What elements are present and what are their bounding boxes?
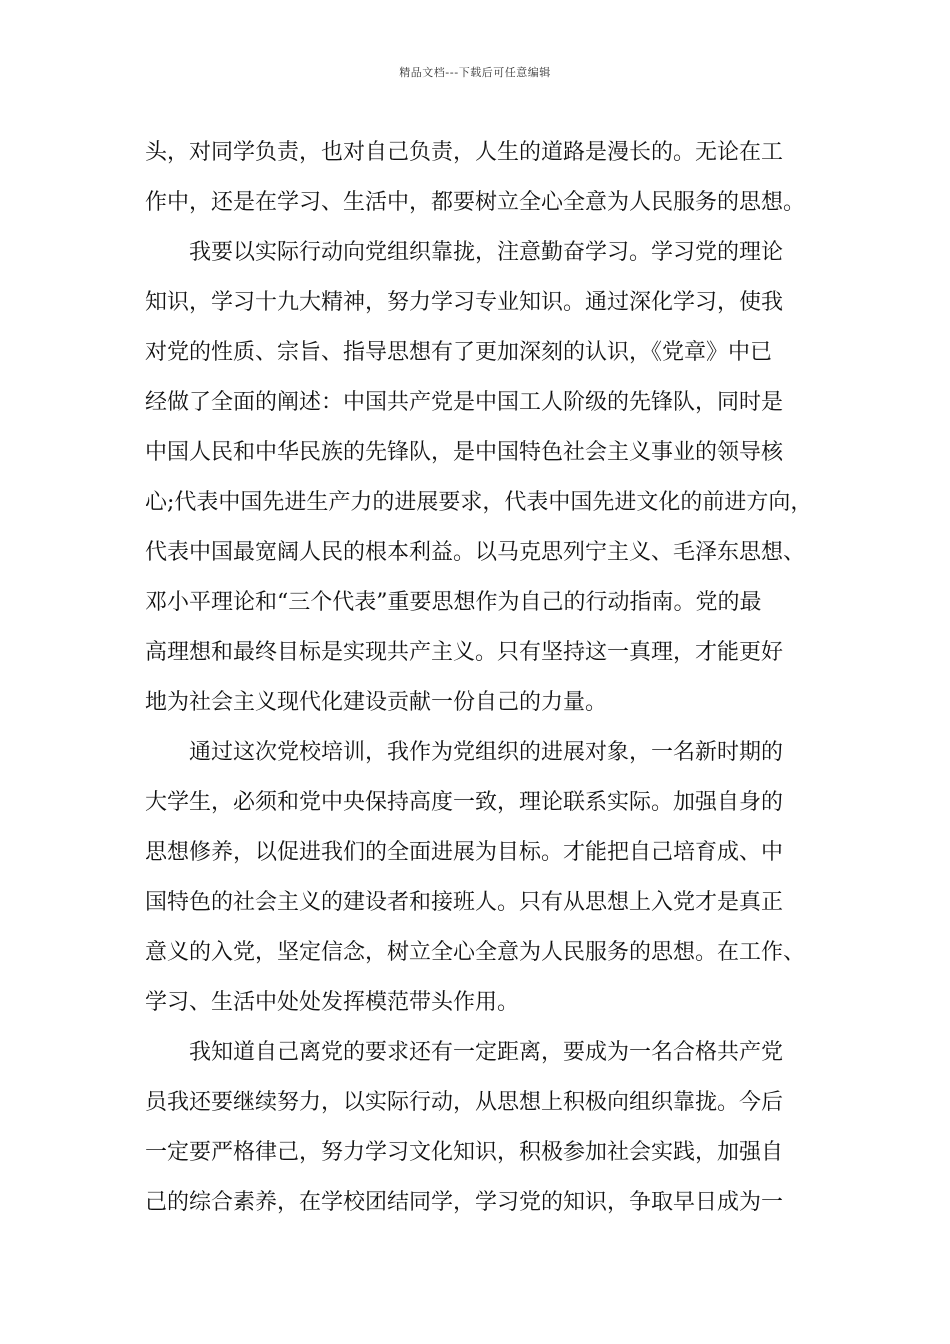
text-line: 作中，还是在学习、生活中，都要树立全心全意为人民服务的思想。 [145,190,806,215]
text-line: 高理想和最终目标是实现共产主义。只有坚持这一真理，才能更好 [145,640,784,665]
text-line: 思想修养，以促进我们的全面进展为目标。才能把自己培育成、中 [145,840,784,865]
text-line: 我知道自己离党的要求还有一定距离，要成为一名合格共产党 [145,1040,784,1065]
text-line: 代表中国最宽阔人民的根本利益。以马克思列宁主义、毛泽东思想、 [145,540,806,565]
text-line: 中国人民和中华民族的先锋队，是中国特色社会主义事业的领导核 [145,440,784,465]
text-line: 国特色的社会主义的建设者和接班人。只有从思想上入党才是真正 [145,890,784,915]
text-line: 对党的性质、宗旨、指导思想有了更加深刻的认识，《党章》中已 [145,340,773,365]
text-line: 员我还要继续努力，以实际行动，从思想上积极向组织靠拢。今后 [145,1090,784,1115]
text-line: 地为社会主义现代化建设贡献一份自己的力量。 [145,690,608,715]
text-line: 邓小平理论和“三个代表”重要思想作为自己的行动指南。党的最 [145,590,762,615]
text-line: 大学生，必须和党中央保持高度一致，理论联系实际。加强自身的 [145,790,784,815]
text-line: 我要以实际行动向党组织靠拢，注意勤奋学习。学习党的理论 [145,240,784,265]
text-line: 一定要严格律己，努力学习文化知识，积极参加社会实践，加强自 [145,1140,784,1165]
text-line: 知识，学习十九大精神，努力学习专业知识。通过深化学习，使我 [145,290,784,315]
document-body [145,128,845,1228]
text-line: 经做了全面的阐述：中国共产党是中国工人阶级的先锋队，同时是 [145,390,784,415]
text-line: 意义的入党，坚定信念，树立全心全意为人民服务的思想。在工作、 [145,940,806,965]
page-header: 精品文档---下载后可任意编辑 [399,66,551,79]
text-line: 头，对同学负责，也对自己负责，人生的道路是漫长的。无论在工 [145,140,784,165]
text-line: 己的综合素养，在学校团结同学，学习党的知识，争取早日成为一 [145,1190,784,1215]
text-line: 心;代表中国先进生产力的进展要求，代表中国先进文化的前进方向， [145,490,813,515]
text-line: 通过这次党校培训，我作为党组织的进展对象，一名新时期的 [145,740,784,765]
text-line: 学习、生活中处处发挥模范带头作用。 [145,990,520,1015]
